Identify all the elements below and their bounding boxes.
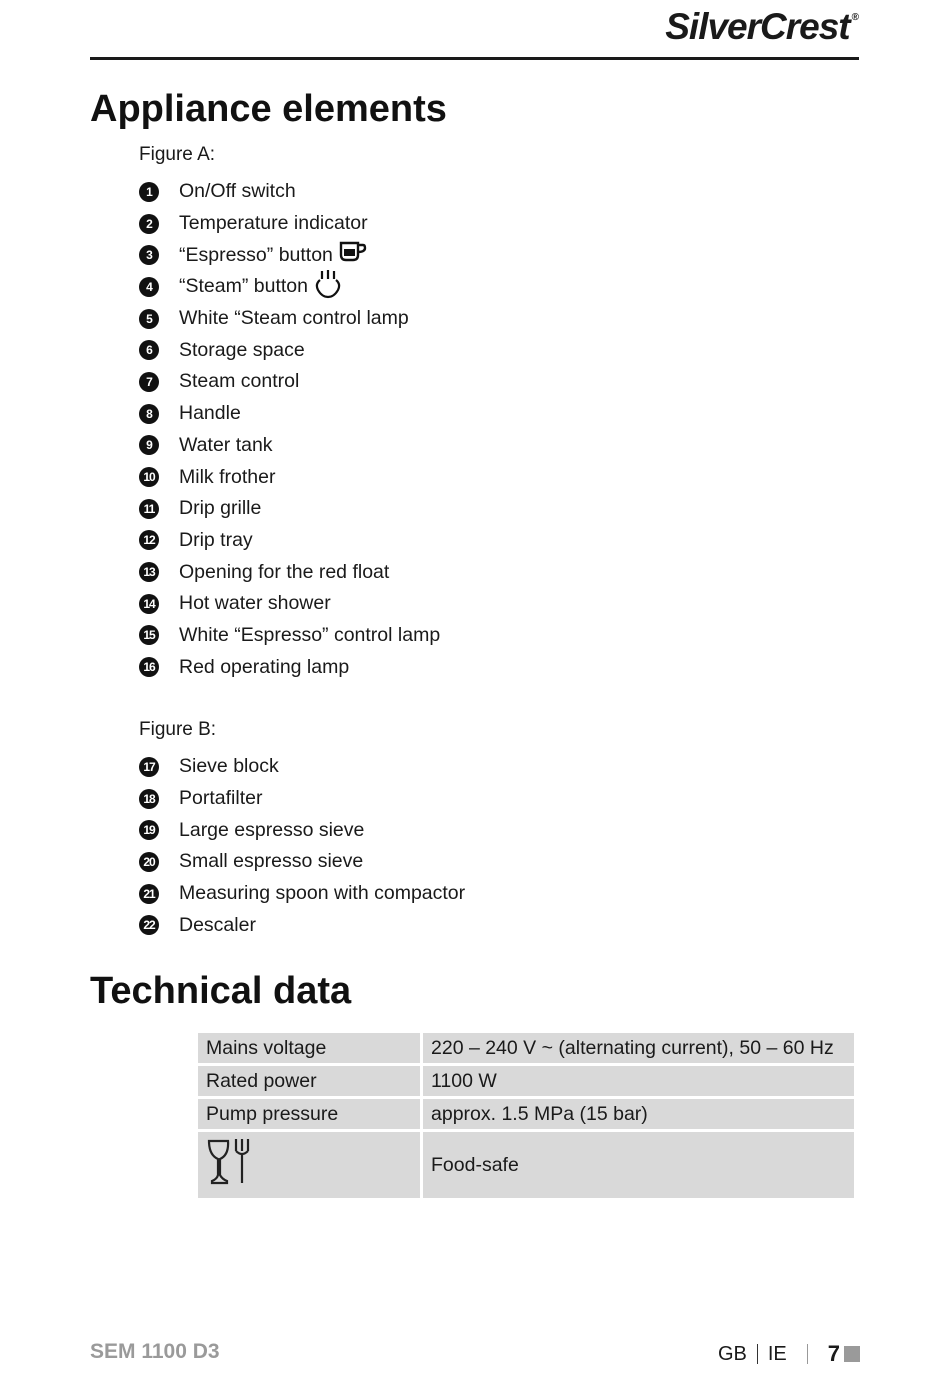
item-label: Water tank xyxy=(179,433,273,456)
item-label: White “Espresso” control lamp xyxy=(179,623,441,646)
item-number-badge: 4 xyxy=(139,277,159,297)
item-number-badge: 8 xyxy=(139,404,159,424)
list-item xyxy=(139,493,440,525)
item-label: Small espresso sieve xyxy=(179,850,364,873)
item-number-badge: 22 xyxy=(139,915,159,935)
list-item xyxy=(139,620,440,652)
item-label: Storage space xyxy=(179,338,305,361)
item-label: Hot water shower xyxy=(179,592,331,615)
item-label: Steam control xyxy=(179,370,300,393)
item-number-badge: 20 xyxy=(139,852,159,872)
list-item xyxy=(139,398,440,430)
list-item xyxy=(139,909,465,941)
item-label: Red operating lamp xyxy=(179,655,350,678)
item-number-badge: 9 xyxy=(139,435,159,455)
table-key-cell: Rated power xyxy=(197,1065,422,1098)
page-number: 7 xyxy=(827,1341,840,1366)
appliance-elements-title: Appliance elements xyxy=(90,88,447,130)
figure-b-label: Figure B: xyxy=(139,719,217,740)
list-item xyxy=(139,783,465,815)
item-number-badge: 1 xyxy=(139,182,159,202)
item-number-badge: 12 xyxy=(139,530,159,550)
item-label: Handle xyxy=(179,402,241,425)
item-label: “Espresso” button xyxy=(179,243,333,266)
header-rule xyxy=(90,57,859,60)
item-number-badge: 17 xyxy=(139,757,159,777)
item-number-badge: 18 xyxy=(139,789,159,809)
item-number-badge: 19 xyxy=(139,820,159,840)
food-safe-glass-fork-icon xyxy=(197,1131,422,1200)
table-row xyxy=(197,1098,856,1131)
item-label: Descaler xyxy=(179,913,256,936)
footer-country-ie: IE xyxy=(767,1342,787,1365)
brand-logo: SilverCrest ® xyxy=(665,6,858,47)
list-item xyxy=(139,430,440,462)
list-item xyxy=(139,556,440,588)
table-key-cell: Mains voltage xyxy=(197,1032,422,1065)
table-value-cell: 220 – 240 V ~ (alternating current), 50 – 60 Hz xyxy=(422,1032,856,1065)
list-item xyxy=(139,176,440,208)
table-value-cell: Food-safe xyxy=(422,1131,856,1200)
item-number-badge: 5 xyxy=(139,309,159,329)
item-number-badge: 7 xyxy=(139,372,159,392)
table-key-cell: Pump pressure xyxy=(197,1098,422,1131)
item-label: Measuring spoon with compactor xyxy=(179,882,466,905)
list-item xyxy=(139,303,440,335)
item-number-badge: 14 xyxy=(139,594,159,614)
item-number-badge: 6 xyxy=(139,340,159,360)
item-label: Drip grille xyxy=(179,497,262,520)
item-label: Opening for the red float xyxy=(179,560,390,583)
item-number-badge: 3 xyxy=(139,245,159,265)
espresso-cup-icon xyxy=(339,241,367,269)
item-number-badge: 11 xyxy=(139,499,159,519)
item-number-badge: 10 xyxy=(139,467,159,487)
list-item xyxy=(139,751,465,783)
table-row xyxy=(197,1032,856,1065)
table-value-cell: approx. 1.5 MPa (15 bar) xyxy=(422,1098,856,1131)
item-label: Temperature indicator xyxy=(179,212,368,235)
item-label: Large espresso sieve xyxy=(179,818,365,841)
list-item xyxy=(139,461,440,493)
list-item xyxy=(139,366,440,398)
list-item xyxy=(139,846,465,878)
item-number-badge: 21 xyxy=(139,884,159,904)
page-marker-square xyxy=(844,1346,860,1362)
footer-model: SEM 1100 D3 xyxy=(90,1340,220,1363)
list-item xyxy=(139,239,440,271)
list-item xyxy=(139,814,465,846)
technical-data-title: Technical data xyxy=(90,970,352,1012)
table-row xyxy=(197,1131,856,1200)
item-label: Milk frother xyxy=(179,465,276,488)
item-label: White “Steam control lamp xyxy=(179,307,409,330)
table-row xyxy=(197,1065,856,1098)
item-number-badge: 13 xyxy=(139,562,159,582)
footer-page-info xyxy=(718,1341,860,1367)
figure-b-list xyxy=(139,751,465,941)
list-item xyxy=(139,588,440,620)
list-item xyxy=(139,208,440,240)
item-label: On/Off switch xyxy=(179,180,296,203)
brand-name: SilverCrest xyxy=(665,6,850,47)
item-label: “Steam” button xyxy=(179,275,308,298)
list-item xyxy=(139,334,440,366)
list-item xyxy=(139,651,440,683)
footer-country-gb: GB xyxy=(717,1342,747,1365)
item-label: Drip tray xyxy=(179,528,253,551)
figure-a-list xyxy=(139,176,440,683)
item-label: Portafilter xyxy=(179,787,263,810)
item-number-badge: 2 xyxy=(139,214,159,234)
item-number-badge: 15 xyxy=(139,625,159,645)
list-item xyxy=(139,271,440,303)
item-number-badge: 16 xyxy=(139,657,159,677)
steam-icon xyxy=(314,269,342,305)
item-label: Sieve block xyxy=(179,755,279,778)
figure-a-label: Figure A: xyxy=(139,144,216,165)
list-item xyxy=(139,525,440,557)
table-value-cell: 1100 W xyxy=(422,1065,856,1098)
list-item xyxy=(139,878,465,910)
technical-data-table xyxy=(195,1030,857,1201)
